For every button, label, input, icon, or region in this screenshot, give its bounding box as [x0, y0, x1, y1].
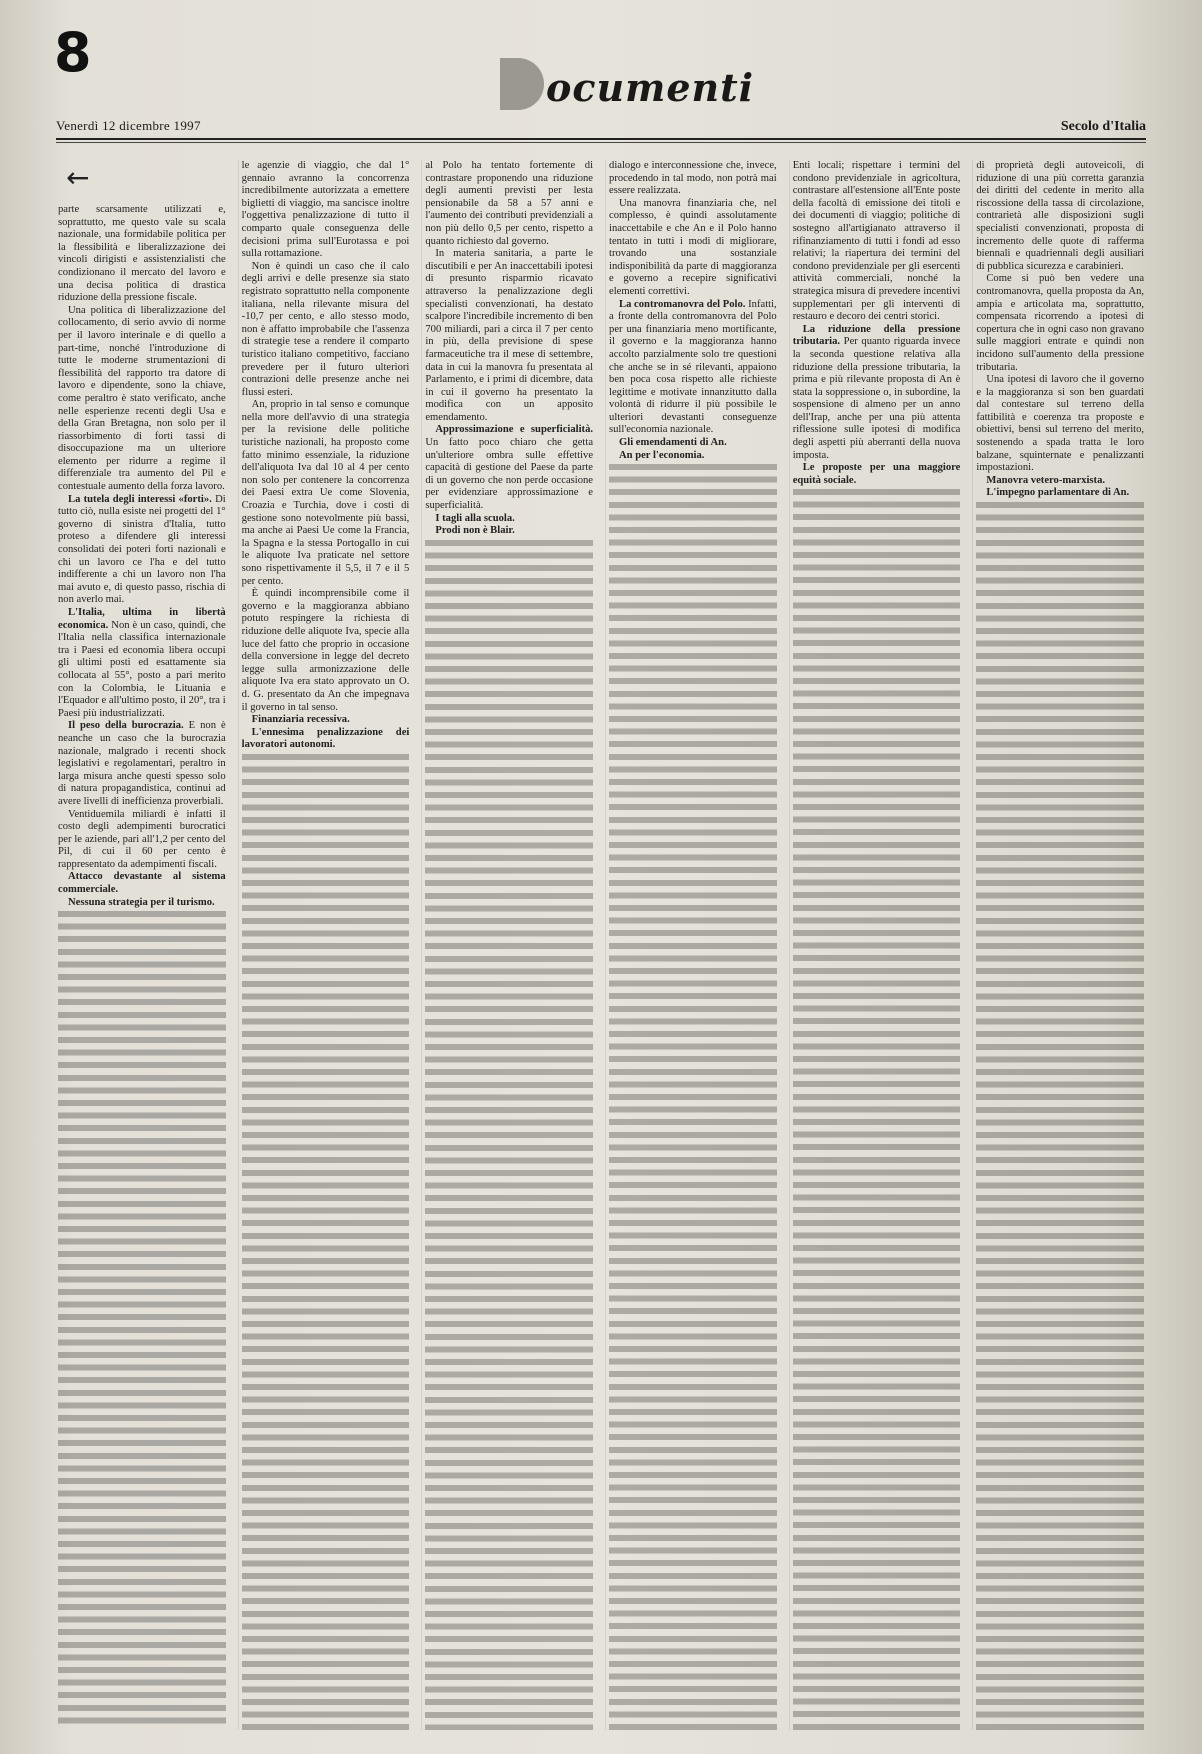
paragraph: E non è neanche un caso che la burocrazia nazionale, malgrado i recenti shock legislativi e regolamentari, peraltro in larga misura anche questi spesso solo di natura propagandistica, continui ad avere livelli di inefficienza proverbiali.: [58, 720, 226, 807]
paragraph: di proprietà degli autoveicoli, di riduzione di una più corretta garanzia dei diritti del cedente in merito alla riscossione della tassa di circolazione, contrarietà alle disposizioni sugli specialisti convenzionati, proposta di incremento delle quote di rafferma biennali e quadriennali degli ausiliari di pubblica sicurezza e carabinieri.: [976, 160, 1145, 272]
subheading: Nessuna strategia per il turismo.: [68, 896, 215, 908]
paragraph: Infatti, a fronte della contromanovra del Polo per una finanziaria meno mortificante, il governo e la maggioranza hanno accolto parzialmente solo tre questioni che anche se in sé rilevanti, appaiono ben poca cosa rispetto alle richieste legittime e motivate innanzitutto dalla volontà di ridurre il più possibile le ulteriori devastanti conseguenze sull'economia nazionale.: [609, 298, 777, 436]
subheading: Attacco devastante al sistema commerciale.: [58, 871, 226, 896]
section-title-rest: ocumenti: [546, 65, 755, 110]
subheading: Gli emendamenti di An.: [619, 437, 727, 449]
subheading: La contromanovra del Polo.: [619, 298, 746, 310]
paragraph: Ventiduemila miliardi è infatti il costo degli adempimenti burocratici per le aziende, pari all'1,2 per cento del Pil, di cui il 60 per cento è rappresentato da adempimenti fiscali.: [58, 808, 226, 870]
paragraph: parte scarsamente utilizzati e, soprattutto, me questo vale su scala nazionale, una formidabile politica per la flessibilità e liberalizzazione dei vincoli dirigisti e assistenzialisti che condizionano il mercato del lavoro e una decisa politica di drastica riduzione della pressione fiscale.: [58, 204, 226, 304]
column-3: [421, 160, 593, 1730]
column-1: [58, 160, 226, 1730]
section-masthead: [500, 40, 754, 110]
subheading: L'Italia, ultima in libertà economica.: [58, 607, 226, 631]
subheading: Manovra vetero-marxista.: [986, 474, 1106, 486]
continued-text-block: [425, 540, 593, 1730]
subheading: L'ennesima penalizzazione dei lavoratori autonomi.: [241, 726, 410, 751]
subheading: An per l'economia.: [619, 449, 705, 461]
paragraph: In materia sanitaria, a parte le discutibili e per An inaccettabili ipotesi di presunto risparmio ricavato attraverso la penalizzazione degli specialisti convenzionati, ha destato scalpore l'incredibile incremento di ben 700 miliardi, pari a circa il 7 per cento in più, della previsione di spese farmaceutiche tra il mese di settembre, data in cui la manovra fu presentata al Parlamento, e i primi di dicembre, data in cui il governo ha presentato la modifica con un apposito emendamento.: [425, 248, 594, 423]
paragraph: Un fatto poco chiaro che getta un'ulteriore ombra sulle effettive capacità di gestione del Paese da parte di un governo che non perde occasione per evidenziare approssimazione e superficialità.: [425, 437, 594, 512]
newspaper-name: Secolo d'Italia: [1060, 119, 1146, 134]
subheading: Prodi non è Blair.: [435, 525, 515, 537]
header-rule-thin: [56, 142, 1146, 143]
paragraph: Non è quindi un caso che il calo degli arrivi e delle presenze sia stato registrato soprattutto nella componente italiana, nella rilevante misura del -10,7 per cento, e allo stesso modo, non è affatto improbabile che l'assenza di strategie tese a rendere il comparto turistico italiano competitivo, facciano prevedere per il futuro ulteriori contrazioni delle presenze anche nei flussi esteri.: [241, 260, 410, 398]
paragraph: Come si può ben vedere una contromanovra, quella proposta da An, ampia e articolata ma, soprattutto, compensata ricorrendo a ipotesi di copertura che in ogni caso non gravano sulle maggiori entrate e quindi non incidono sull'aumento della pressione tributaria.: [976, 273, 1145, 373]
column-4: [605, 160, 777, 1730]
dateline: [56, 118, 1146, 135]
issue-date: Venerdì 12 dicembre 1997: [56, 118, 201, 133]
paragraph: An, proprio in tal senso e comunque nella more dell'avvio di una strategia per la revisione delle politiche turistiche nazionali, ha proposto come fatto minimo essenziale, la riduzione dell'aliquota Iva dal 10 al 4 per cento non solo per contenere la concorrenza dei Paesi extra Ue come Slovenia, Croazia e Turchia, dove i costi di gestione sono notevolmente più bassi, ma anche ai Paesi Ue come la Francia, la Spagna e la stessa Portogallo in cui le aliquote Iva praticate nel settore sono rispettivamente il 5,5, il 7 e il 5 per cento.: [241, 399, 410, 587]
paragraph: Per quanto riguarda invece la seconda questione relativa alla riduzione della pressione tributaria, la prima e più rilevante proposta di An è stata la soppressione o, in subordine, la sospensione di almeno per un anno dell'Irap, anche per una più attenta riflessione sulle ipotesi di modifica degli aspetti più aberranti della nuova imposta.: [792, 336, 961, 461]
paragraph: le agenzie di viaggio, che dal 1° gennaio avranno la concorrenza incredibilmente autorizzata a emettere biglietti di viaggio, ma sancisce inoltre l'oggettiva penalizzazione di tutto il comparto quale conseguenza delle decisioni prima sull'Eurotassa e poi sulla rottamazione.: [241, 160, 410, 260]
subheading: La riduzione della pressione tributaria.: [792, 323, 961, 348]
column-6: [972, 160, 1144, 1730]
column-5: [789, 160, 961, 1730]
subheading: L'impegno parlamentare di An.: [986, 487, 1130, 499]
paragraph: Di tutto ciò, nulla esiste nei progetti del 1° governo di sinistra d'Italia, tutto proteso a difendere gli interessi consolidati dei poteri forti nazionali e chi un lavoro ce l'ha e del tutto indifferente a chi un lavoro non l'ha mai avuto e, di questo passo, rischia di non averlo mai.: [58, 493, 226, 606]
paragraph: È quindi incomprensibile come il governo e la maggioranza abbiano potuto respingere la richiesta di riduzione delle aliquote Iva, specie alla luce del fatto che proprio in occasione della conversione in legge del decreto legge sulla armonizzazione delle aliquote Iva era stato approvato un O. d. G. presentato da An che impegnava il governo in tal senso.: [241, 588, 410, 713]
paragraph: Enti locali; rispettare i termini del condono previdenziale in agricoltura, contrastare all'estensione all'Ente poste della facoltà di emissione dei titoli e dei documenti di viaggio; politiche di sostegno all'artigianato attraverso il rifinanziamento di tutti i fondi ad esso relativi; la riapertura dei termini del condono previdenziale per gli esercenti attività commerciali, nonché la strategica misura di prevedere incentivi supplementari per gli interventi di restauro e decoro dei centri storici.: [792, 160, 961, 323]
subheading: Finanziaria recessiva.: [251, 714, 350, 726]
header-rule: [56, 138, 1146, 140]
paragraph: Una manovra finanziaria che, nel complesso, è quindi assolutamente inaccettabile e che An e il Polo hanno tentato in tutti i modi di migliorare, trovando una sostanziale indisponibilità da parte di maggioranza e governo a recepire significativi elementi correttivi.: [609, 197, 777, 297]
section-initial-glyph: [500, 58, 544, 110]
continued-text-block: [793, 489, 961, 1730]
page-number: 8: [54, 21, 92, 84]
continued-text-block: [242, 754, 410, 1730]
continued-text-block: [976, 502, 1144, 1730]
subheading: Le proposte per una maggiore equità sociale.: [792, 462, 961, 486]
paragraph: al Polo ha tentato fortemente di contrastare proponendo una riduzione degli aumenti previsti per lesta pensionabile da 58 a 57 anni e l'aumento dei contributi previdenziali a non più dello 0,5 per cento, rispetto a quanto richiesto dal governo.: [425, 160, 594, 247]
subheading: La tutela degli interessi «forti».: [68, 493, 212, 505]
continued-text-block: [609, 464, 777, 1730]
left-arrow-icon: ←: [66, 161, 90, 194]
subheading: Approssimazione e superficialità.: [435, 424, 594, 436]
subheading: Il peso della burocrazia.: [68, 720, 184, 732]
paragraph: Una ipotesi di lavoro che il governo e la maggioranza si son ben guardati dal contestare sul terreno della fattibilità e coerenza tra proposte e obiettivi, bensì sul terreno del merito, sostenendo a spada tratta le loro balzane, squinternate e penalizzanti impostazioni.: [976, 374, 1145, 474]
paragraph: Non è un caso, quindi, che l'Italia nella classifica internazionale tra i Paesi ed economia libera occupi gli ultimi posti ed esattamente sia collocata al 55°, posto a pari merito con la Colombia, le Lituania e l'Equador e all'ultimo posto, il 20°, tra i Paesi più industrializzati.: [58, 619, 226, 719]
article-columns: [58, 160, 1144, 1730]
continued-text-block: [58, 911, 226, 1730]
paragraph: Una politica di liberalizzazione del collocamento, di serio avvio di norme per il lavoro interinale e di quello a part-time, nonché l'introduzione di tutte le moderne strumentazioni di flessibilità del rapporto tra datore di lavoro e dipendente, sono la chiave, come peraltro è stato verificato, anche nelle esperienze recenti degli Usa e della Gran Bretagna, non solo per il riassorbimento di forti tassi di disoccupazione ma un ulteriore elemento per ridurre a regime il differenziale tra aumento del Pil e contestuale aumento della forza lavoro.: [58, 304, 226, 493]
subheading: I tagli alla scuola.: [435, 512, 515, 524]
paragraph: dialogo e interconnessione che, invece, procedendo in tal modo, non potrà mai essere realizzata.: [609, 160, 777, 197]
column-2: [238, 160, 410, 1730]
